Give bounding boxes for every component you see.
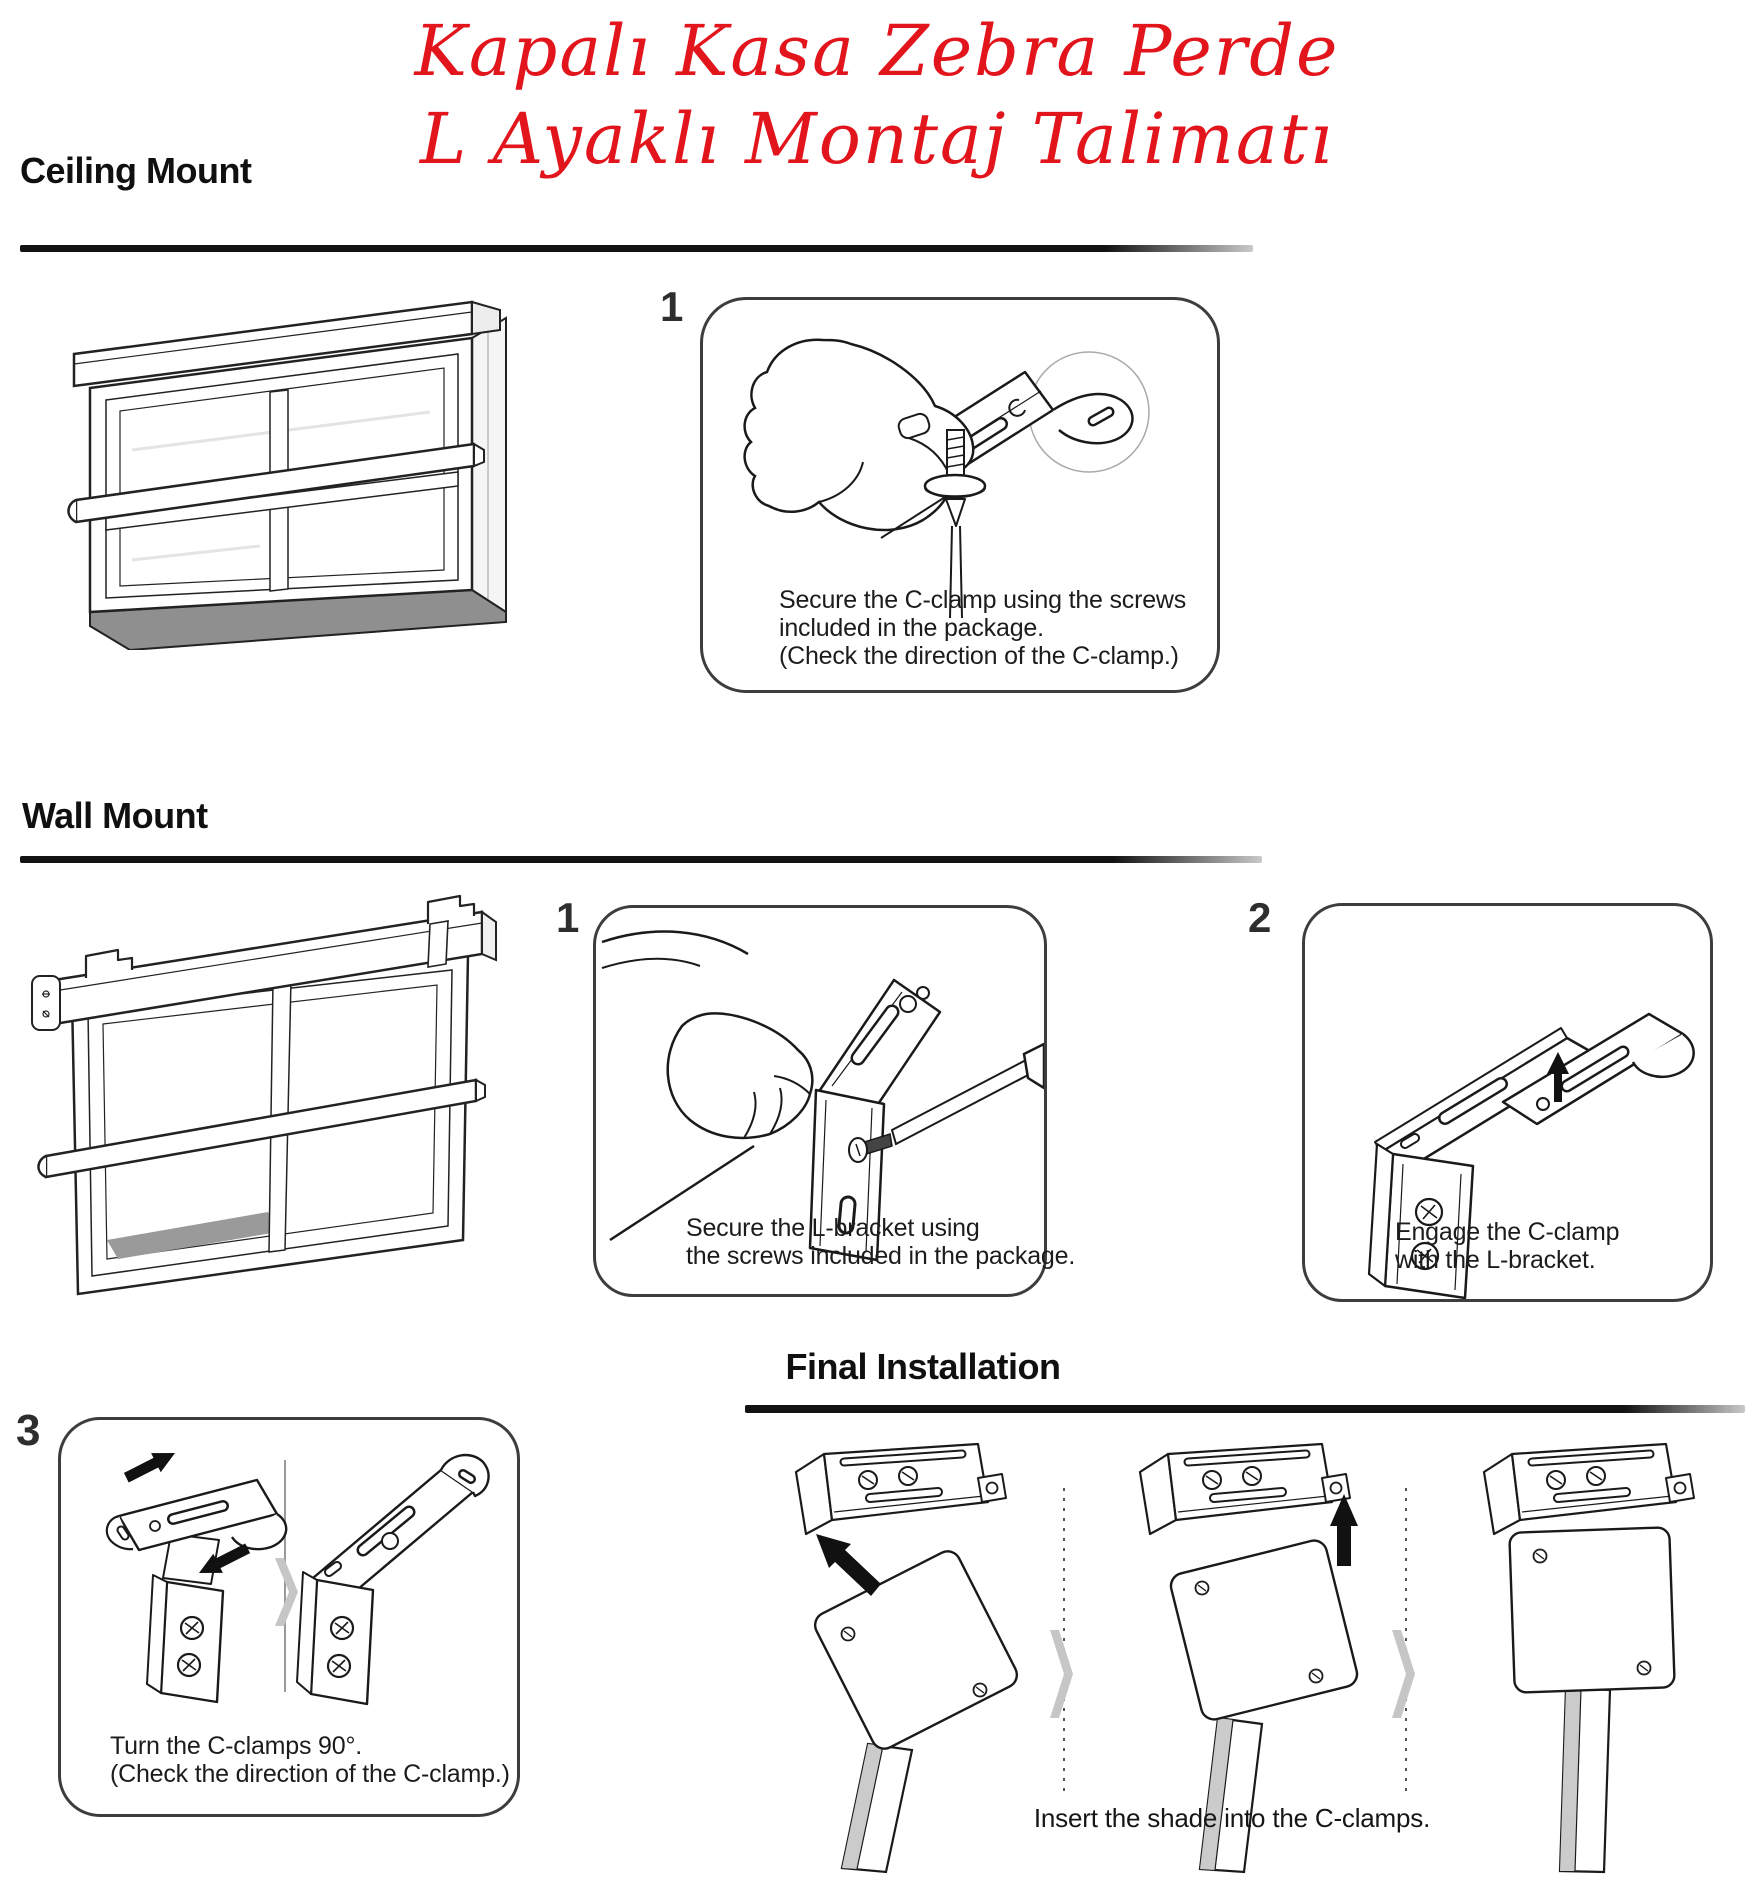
caption-line: (Check the direction of the C-clamp.) xyxy=(110,1760,510,1788)
wall-step3-box xyxy=(58,1417,520,1817)
final-installation-caption: Insert the shade into the C-clamps. xyxy=(1033,1803,1431,1833)
caption-line: Secure the C-clamp using the screws xyxy=(779,586,1187,614)
wall-step2-number: 2 xyxy=(1248,894,1272,941)
page-title-line1: Kapalı Kasa Zebra Perde xyxy=(414,10,1340,92)
hand-icon xyxy=(668,1013,813,1138)
c-clamp-after-icon xyxy=(297,1455,489,1704)
wall-section-rule xyxy=(20,856,1262,863)
chevron-right-icon xyxy=(275,1558,298,1626)
page-title-line2: L Ayaklı Montaj Talimatı xyxy=(419,98,1335,180)
ceiling-window-illustration xyxy=(60,260,570,650)
caption-line: with the L-bracket. xyxy=(1395,1246,1596,1274)
wall-step1-box xyxy=(593,905,1076,1297)
final-installation-heading: Final Installation xyxy=(785,1346,1061,1387)
c-clamp-before-icon xyxy=(107,1480,286,1702)
wall-mount-heading: Wall Mount xyxy=(22,795,208,836)
caption-line: Turn the C-clamps 90°. xyxy=(110,1732,362,1760)
wall-step3-number: 3 xyxy=(16,1406,41,1455)
wall-window-illustration xyxy=(30,888,520,1328)
wall-step2-caption xyxy=(1395,1218,1619,1274)
wall-step1-number: 1 xyxy=(556,894,580,941)
ceiling-mount-heading: Ceiling Mount xyxy=(20,150,252,191)
rotate-arrow-up-icon xyxy=(124,1453,175,1483)
wall-step3-caption xyxy=(110,1732,510,1788)
ceiling-step1-box xyxy=(700,297,1220,693)
final-section-rule xyxy=(745,1405,1745,1413)
wall-step2-box xyxy=(1302,903,1713,1302)
insert-arrow-icon xyxy=(816,1534,881,1596)
hand-icon xyxy=(745,340,974,538)
ceiling-step1-number: 1 xyxy=(660,283,684,330)
wall-step1-caption xyxy=(686,1214,1075,1270)
chevron-right-icon xyxy=(1050,1630,1073,1718)
caption-line: (Check the direction of the C-clamp.) xyxy=(779,642,1179,670)
chevron-right-icon xyxy=(1392,1630,1415,1718)
caption-line: Secure the L-bracket using xyxy=(686,1214,980,1242)
caption-line: Engage the C-clamp xyxy=(1395,1218,1620,1246)
ceiling-section-rule xyxy=(20,245,1253,252)
caption-line: the screws included in the package. xyxy=(686,1242,1076,1270)
ceiling-step1-caption xyxy=(779,586,1186,670)
insert-arrow-icon xyxy=(1330,1494,1358,1566)
caption-line: included in the package. xyxy=(779,614,1044,642)
